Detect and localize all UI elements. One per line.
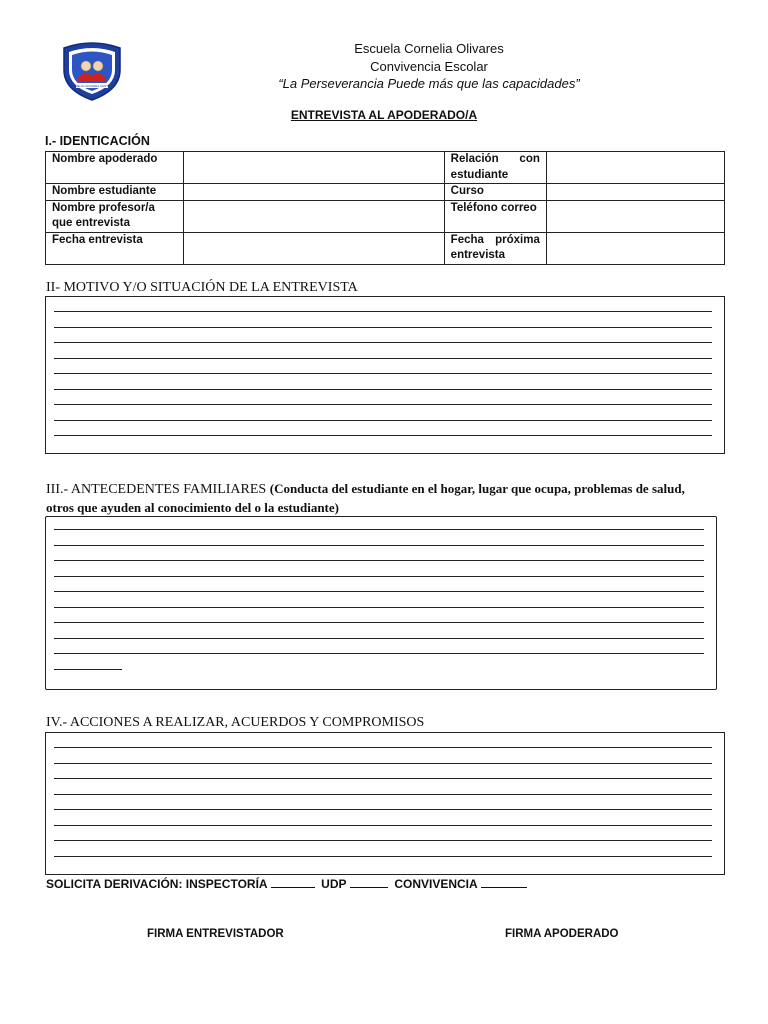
writing-line[interactable] <box>54 311 712 312</box>
school-motto: “La Perseverancia Puede más que las capacidades” <box>278 76 580 91</box>
writing-line[interactable] <box>54 794 712 795</box>
field-label: Relación con estudiante <box>444 152 546 184</box>
referral-line <box>46 876 527 891</box>
acciones-writing-area[interactable] <box>45 732 725 875</box>
school-name: Escuela Cornelia Olivares <box>354 41 504 56</box>
field-label: Nombre estudiante <box>46 184 184 201</box>
writing-line[interactable] <box>54 389 712 390</box>
writing-line[interactable] <box>54 420 712 421</box>
writing-line[interactable] <box>54 358 712 359</box>
referral-blank-convivencia[interactable] <box>481 876 527 888</box>
referral-label: SOLICITA DERIVACIÓN: <box>46 877 183 891</box>
student-name-field[interactable] <box>183 184 444 201</box>
grade-field[interactable] <box>546 184 724 201</box>
writing-line[interactable] <box>54 342 712 343</box>
writing-line[interactable] <box>54 669 122 670</box>
section-motivo-heading: II- MOTIVO Y/O SITUACIÓN DE LA ENTREVISTA <box>46 280 358 295</box>
writing-line[interactable] <box>54 576 704 577</box>
motivo-writing-area[interactable] <box>45 296 725 454</box>
logo-text: CORNELIA OLIVARES SANTIAGO <box>68 84 116 88</box>
referral-option-convivencia: CONVIVENCIA <box>394 877 478 891</box>
department-name: Convivencia Escolar <box>370 59 488 74</box>
referral-option-inspectoria: INSPECTORÍA <box>185 877 268 891</box>
section-antecedentes-title: III.- ANTECEDENTES FAMILIARES <box>46 482 267 497</box>
writing-line[interactable] <box>54 747 712 748</box>
writing-line[interactable] <box>54 840 712 841</box>
document-title: ENTREVISTA AL APODERADO/A <box>290 108 478 122</box>
writing-line[interactable] <box>54 591 704 592</box>
relationship-field[interactable] <box>546 152 724 184</box>
next-interview-date-field[interactable] <box>546 232 724 264</box>
writing-line[interactable] <box>54 373 712 374</box>
section-antecedentes-subtitle: (Conducta del estudiante en el hogar, lugar que ocupa, problemas de salud, otros que ayuden al conocimiento del o la estudiante) <box>46 481 685 515</box>
section-antecedentes-heading <box>46 480 696 518</box>
writing-line[interactable] <box>54 529 704 530</box>
writing-line[interactable] <box>54 622 704 623</box>
writing-line[interactable] <box>54 560 704 561</box>
field-label: Curso <box>444 184 546 201</box>
table-row <box>46 232 725 264</box>
teacher-name-field[interactable] <box>183 200 444 232</box>
phone-email-field[interactable] <box>546 200 724 232</box>
guardian-signature-label: FIRMA APODERADO <box>505 928 619 940</box>
writing-line[interactable] <box>54 856 712 857</box>
field-label: Nombre profesor/a que entrevista <box>46 200 184 232</box>
writing-line[interactable] <box>54 763 712 764</box>
referral-blank-udp[interactable] <box>350 876 388 888</box>
writing-line[interactable] <box>54 653 704 654</box>
writing-line[interactable] <box>54 404 712 405</box>
writing-line[interactable] <box>54 545 704 546</box>
table-row <box>46 152 725 184</box>
writing-line[interactable] <box>54 809 712 810</box>
field-label: Nombre apoderado <box>46 152 184 184</box>
field-label: Fecha entrevista <box>46 232 184 264</box>
table-row <box>46 200 725 232</box>
antecedentes-writing-area[interactable] <box>45 516 717 690</box>
guardian-name-field[interactable] <box>183 152 444 184</box>
interviewer-signature-label: FIRMA ENTREVISTADOR <box>147 928 284 940</box>
writing-line[interactable] <box>54 778 712 779</box>
writing-line[interactable] <box>54 825 712 826</box>
interview-date-field[interactable] <box>183 232 444 264</box>
referral-option-udp: UDP <box>321 877 347 891</box>
section-acciones-heading: IV.- ACCIONES A REALIZAR, ACUERDOS Y COMPROMISOS <box>46 715 425 730</box>
referral-blank-inspectoria[interactable] <box>271 876 315 888</box>
writing-line[interactable] <box>54 435 712 436</box>
field-label: Fecha próxima entrevista <box>444 232 546 264</box>
identification-table <box>45 151 725 265</box>
writing-line[interactable] <box>54 638 704 639</box>
writing-line[interactable] <box>54 607 704 608</box>
field-label: Teléfono correo <box>444 200 546 232</box>
table-row <box>46 184 725 201</box>
writing-line[interactable] <box>54 327 712 328</box>
section-identification-heading: I.- IDENTICACIÓN <box>45 134 150 148</box>
